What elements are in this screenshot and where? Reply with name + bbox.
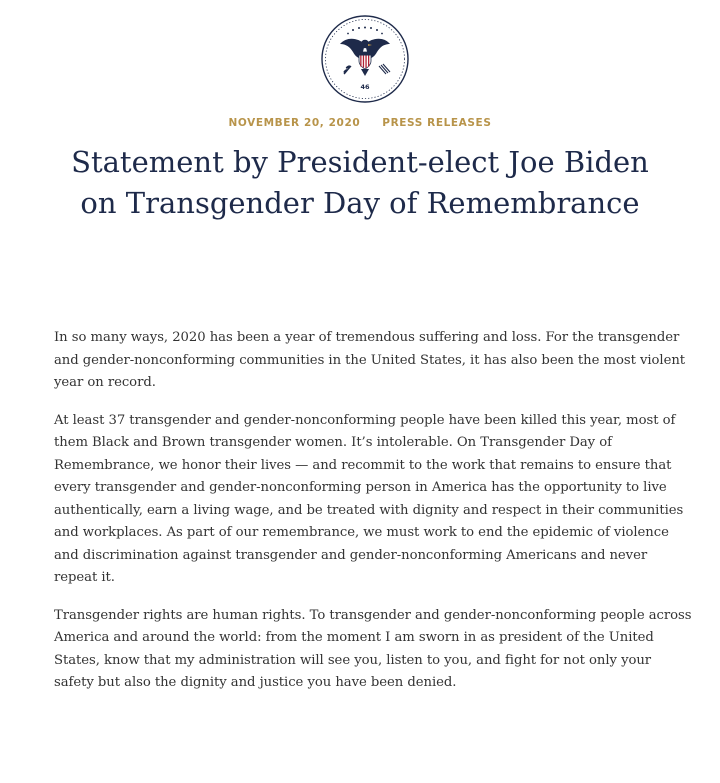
seal-number: 46 bbox=[360, 83, 370, 91]
article-paragraph: At least 37 transgender and gender-nonconforming people have been killed this year, most of them Black and Brown transgender women. It’s intolerable. On Transgender Day of Remembrance, we honor their lives — and recommit to the work that remains to ensure that every transgender and gender-nonconforming person in America has the opportunity to live authentically, earn a living wage, and be treated with dignity and respect in their communities and workplaces. As part of our remembrance, we must work to end the epidemic of violence and discrimination against transgender and gender-nonconforming Americans and never repeat it. bbox=[54, 412, 684, 585]
post-meta bbox=[0, 117, 720, 129]
presidential-seal-icon bbox=[320, 14, 410, 104]
article-body bbox=[54, 327, 694, 710]
post-category-link[interactable]: PRESS RELEASES bbox=[382, 117, 492, 129]
article-paragraph: In so many ways, 2020 has been a year of tremendous suffering and loss. For the transgender and gender-nonconforming communities in the United States, it has also been the most violent year on record. bbox=[54, 330, 686, 390]
page-title: Statement by President-elect Joe Biden on Transgender Day of Remembrance bbox=[71, 145, 649, 220]
post-date: NOVEMBER 20, 2020 bbox=[228, 117, 361, 129]
article-paragraph: Transgender rights are human rights. To transgender and gender-nonconforming people across America and around the world: from the moment I am sworn in as president of the United States, know that my administration will see you, listen to you, and fight for not only your safety but also the dignity and justice you have been denied. bbox=[54, 607, 692, 690]
